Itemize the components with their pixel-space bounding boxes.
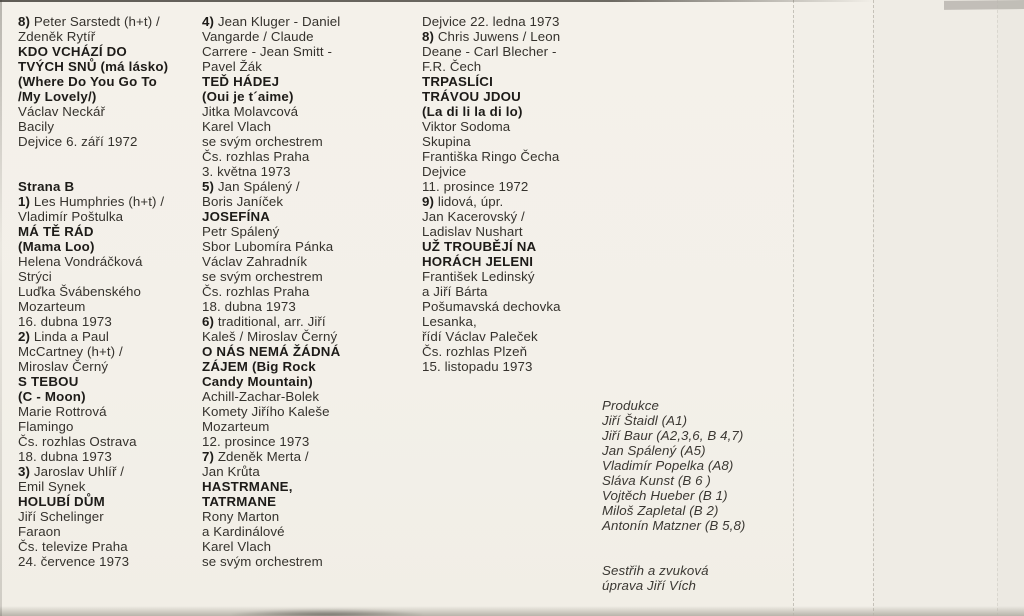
text-line: Sláva Kunst (B 6 ): [602, 473, 711, 488]
text-line: Pavel Žák: [202, 59, 263, 74]
text-line: Strana B: [18, 179, 75, 194]
text-line: 8) Peter Sarstedt (h+t) /: [18, 14, 160, 29]
text-line: Petr Spálený: [202, 224, 280, 239]
scan-edge-left: [0, 0, 2, 616]
text-line: Candy Mountain): [202, 374, 313, 389]
text-line: McCartney (h+t) /: [18, 344, 123, 359]
text-line: Rony Marton: [202, 509, 280, 524]
fold-line: [873, 0, 874, 616]
text-line: Produkce: [602, 398, 659, 413]
text-line: Václav Neckář: [18, 104, 106, 119]
text-line: úprava Jiří Vích: [602, 578, 696, 593]
blank-line: [602, 533, 832, 548]
text-line: JOSEFÍNA: [202, 209, 271, 224]
track-list-column-1: [18, 14, 202, 569]
text-line: se svým orchestrem: [202, 269, 323, 284]
text-line: Faraon: [18, 524, 61, 539]
text-line: Jiří Baur (A2,3,6, B 4,7): [602, 428, 744, 443]
text-line: Viktor Sodoma: [422, 119, 511, 134]
text-line: Emil Synek: [18, 479, 86, 494]
scan-edge-bottom: [0, 606, 1024, 616]
text-line: /My Lovely/): [18, 89, 97, 104]
text-line: TEĎ HÁDEJ: [202, 74, 280, 89]
text-line: Mozarteum: [18, 299, 86, 314]
text-line: Miloš Zapletal (B 2): [602, 503, 719, 518]
text-line: Jiří Štaidl (A1): [602, 413, 688, 428]
text-line: Jitka Molavcová: [202, 104, 299, 119]
text-line: TRPASLÍCI: [422, 74, 493, 89]
text-line: TATRMANE: [202, 494, 277, 509]
text-line: 18. dubna 1973: [202, 299, 296, 314]
text-line: Miroslav Černý: [18, 359, 109, 374]
text-line: řídí Václav Paleček: [422, 329, 538, 344]
text-line: 11. prosince 1972: [422, 179, 529, 194]
fold-line: [997, 0, 998, 616]
text-line: a Jiří Bárta: [422, 284, 488, 299]
text-line: 8) Chris Juwens / Leon: [422, 29, 561, 44]
text-line: Antonín Matzner (B 5,8): [602, 518, 746, 533]
text-line: 7) Zdeněk Merta /: [202, 449, 309, 464]
text-line: Boris Janíček: [202, 194, 284, 209]
text-line: 3) Jaroslav Uhlíř /: [18, 464, 125, 479]
text-line: Carrere - Jean Smitt -: [202, 44, 333, 59]
scan-shadow-bottom: [232, 609, 422, 616]
text-line: 16. dubna 1973: [18, 314, 112, 329]
text-line: Mozarteum: [202, 419, 270, 434]
text-line: (Where Do You Go To: [18, 74, 157, 89]
text-line: ZÁJEM (Big Rock: [202, 359, 316, 374]
text-line: Flamingo: [18, 419, 74, 434]
text-line: Jiří Schelinger: [18, 509, 104, 524]
text-line: Sbor Lubomíra Pánka: [202, 239, 334, 254]
text-line: Čs. rozhlas Praha: [202, 149, 310, 164]
text-line: MÁ TĚ RÁD: [18, 224, 94, 239]
text-line: 18. dubna 1973: [18, 449, 112, 464]
text-line: Lesanka,: [422, 314, 477, 329]
track-list-column-3: [422, 14, 622, 374]
text-line: Strýci: [18, 269, 52, 284]
text-line: TRÁVOU JDOU: [422, 89, 521, 104]
text-line: KDO VCHÁZÍ DO: [18, 44, 127, 59]
text-line: Pošumavská dechovka: [422, 299, 561, 314]
text-line: Jan Kacerovský /: [422, 209, 525, 224]
text-line: Marie Rottrová: [18, 404, 107, 419]
text-line: Bacily: [18, 119, 55, 134]
text-line: 3. května 1973: [202, 164, 291, 179]
text-line: Karel Vlach: [202, 539, 272, 554]
text-line: HORÁCH JELENI: [422, 254, 534, 269]
text-line: Jan Spálený (A5): [602, 443, 706, 458]
text-line: S TEBOU: [18, 374, 79, 389]
text-line: 5) Jan Spálený /: [202, 179, 300, 194]
paper-fold-panel-far-right: [997, 0, 1024, 616]
text-line: Dejvice 22. ledna 1973: [422, 14, 560, 29]
text-line: 12. prosince 1973: [202, 434, 310, 449]
text-line: se svým orchestrem: [202, 554, 323, 569]
text-line: se svým orchestrem: [202, 134, 323, 149]
text-line: Čs. televize Praha: [18, 539, 128, 554]
text-line: Luďka Švábenského: [18, 284, 141, 299]
text-line: O NÁS NEMÁ ŽÁDNÁ: [202, 344, 341, 359]
text-line: (La di li la di lo): [422, 104, 523, 119]
text-line: a Kardinálové: [202, 524, 285, 539]
track-list-column-2: [202, 14, 414, 569]
text-line: Vladimír Poštulka: [18, 209, 124, 224]
scan-edge-top-right: [944, 0, 1024, 10]
text-line: Dejvice: [422, 164, 467, 179]
text-line: Kaleš / Miroslav Černý: [202, 329, 338, 344]
text-line: 6) traditional, arr. Jiří: [202, 314, 326, 329]
text-line: 15. listopadu 1973: [422, 359, 533, 374]
text-line: Čs. rozhlas Ostrava: [18, 434, 137, 449]
text-line: 1) Les Humphries (h+t) /: [18, 194, 165, 209]
text-line: HASTRMANE,: [202, 479, 293, 494]
text-line: Achill-Zachar-Bolek: [202, 389, 320, 404]
text-line: Čs. rozhlas Praha: [202, 284, 310, 299]
text-line: Deane - Carl Blecher -: [422, 44, 557, 59]
blank-line: [18, 164, 202, 179]
scan-edge-top: [0, 0, 874, 2]
text-line: Sestřih a zvuková: [602, 563, 709, 578]
fold-line: [793, 0, 794, 616]
text-line: UŽ TROUBĚJÍ NA: [422, 239, 537, 254]
text-line: (Oui je t´aime): [202, 89, 294, 104]
text-line: Františka Ringo Čecha: [422, 149, 560, 164]
text-line: Zdeněk Rytíř: [18, 29, 96, 44]
text-line: Karel Vlach: [202, 119, 272, 134]
blank-line: [602, 548, 832, 563]
text-line: 4) Jean Kluger - Daniel: [202, 14, 341, 29]
blank-line: [18, 149, 202, 164]
text-line: Skupina: [422, 134, 471, 149]
text-line: František Ledinský: [422, 269, 535, 284]
text-line: Vangarde / Claude: [202, 29, 314, 44]
text-line: Helena Vondráčková: [18, 254, 143, 269]
text-line: 9) lidová, úpr.: [422, 194, 504, 209]
text-line: Jan Krůta: [202, 464, 260, 479]
text-line: 24. července 1973: [18, 554, 130, 569]
text-line: F.R. Čech: [422, 59, 482, 74]
text-line: 2) Linda a Paul: [18, 329, 109, 344]
text-line: Vladimír Popelka (A8): [602, 458, 734, 473]
production-credits-block: [602, 398, 832, 593]
text-line: (Mama Loo): [18, 239, 95, 254]
text-line: Vojtěch Hueber (B 1): [602, 488, 728, 503]
text-line: TVÝCH SNŮ (má lásko): [18, 59, 169, 74]
text-line: Komety Jiřího Kaleše: [202, 404, 330, 419]
text-line: Ladislav Nushart: [422, 224, 523, 239]
text-line: HOLUBÍ DŮM: [18, 494, 105, 509]
text-line: Dejvice 6. září 1972: [18, 134, 138, 149]
text-line: Václav Zahradník: [202, 254, 308, 269]
text-line: Čs. rozhlas Plzeň: [422, 344, 528, 359]
text-line: (C - Moon): [18, 389, 86, 404]
